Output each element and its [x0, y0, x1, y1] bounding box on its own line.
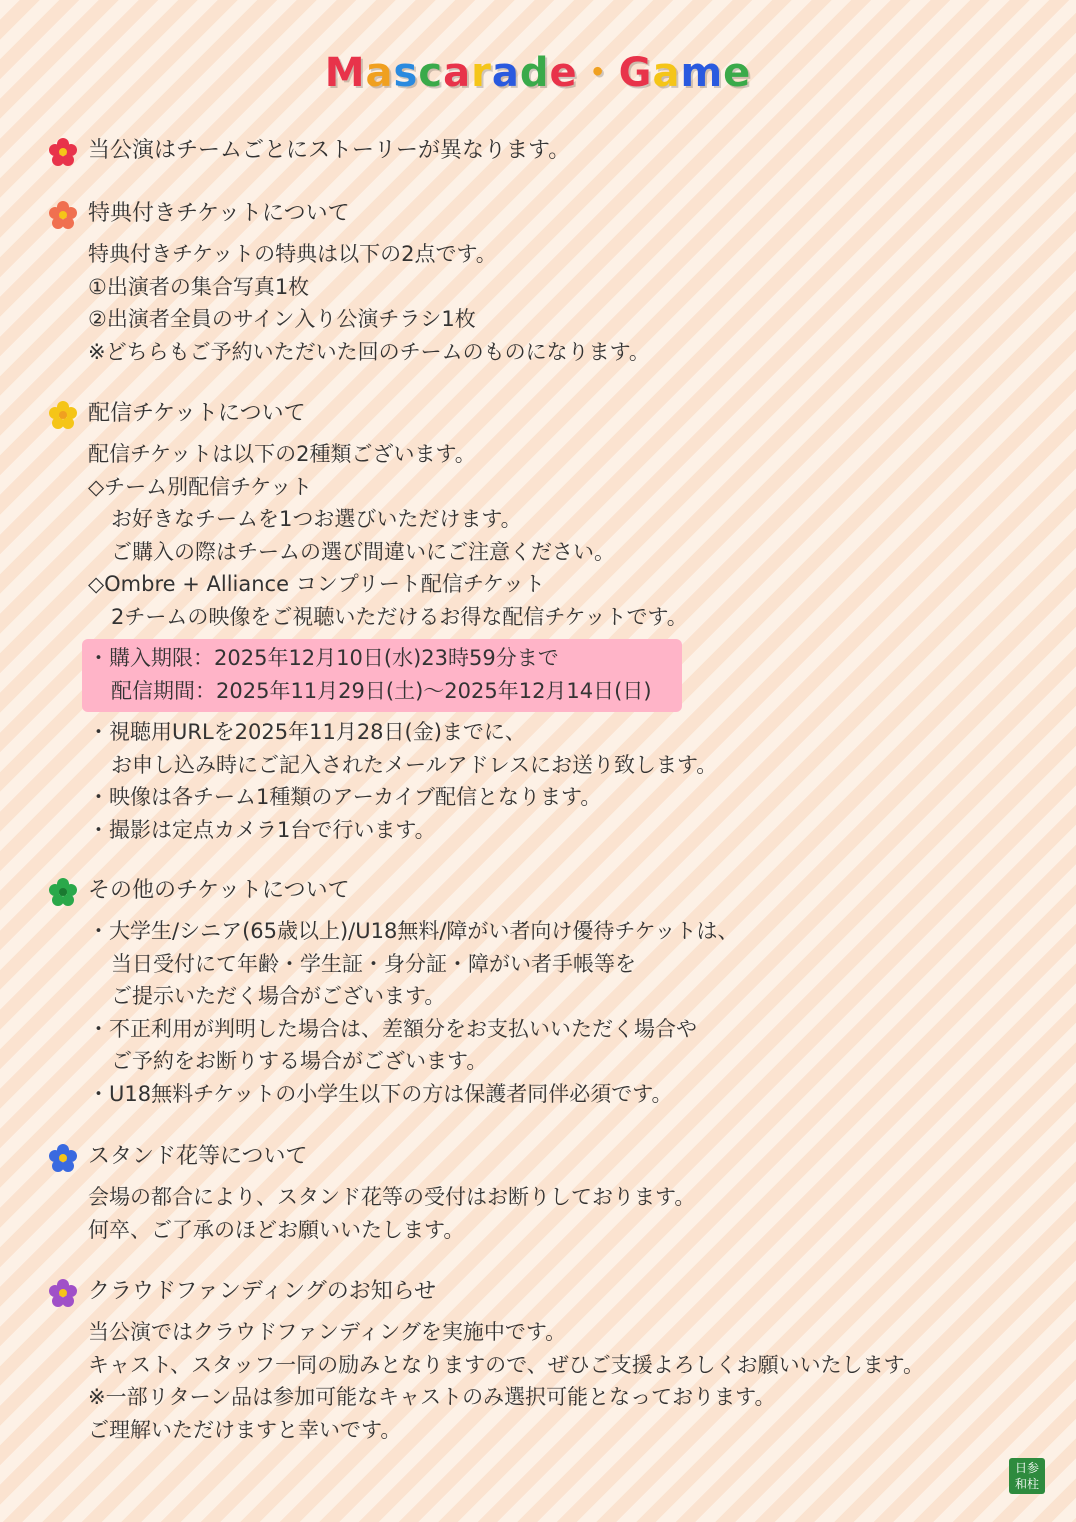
title-letter: e [549, 50, 578, 96]
note-line: ・視聴用URLを2025年11月28日(金)までに、 [88, 720, 526, 744]
section-heading [48, 1140, 1048, 1174]
body-line: 会場の都合により、スタンド花等の受付はお断りしております。 [88, 1185, 696, 1209]
flower-icon [48, 1278, 78, 1308]
section-heading [48, 397, 1048, 431]
section-heading-text: スタンド花等について [88, 1144, 308, 1169]
flower-icon [48, 200, 78, 230]
body-line: ※一部リターン品は参加可能なキャストのみ選択可能となっております。 [88, 1385, 776, 1410]
section-body [48, 238, 1048, 368]
body-line: ①出演者の集合写真1枚 [88, 274, 310, 299]
section-heading [48, 134, 1048, 168]
title-letter: e [723, 50, 752, 96]
body-line: ②出演者全員のサイン入り公演チラシ1枚 [88, 307, 476, 332]
section-bonus-ticket [48, 197, 1048, 368]
section-heading [48, 1275, 1048, 1309]
flower-icon [48, 400, 78, 430]
body-line: 配信チケットは以下の2種類ございます。 [88, 442, 476, 466]
highlight-text [88, 642, 652, 707]
title-letter: m [680, 50, 724, 96]
section-heading [48, 197, 1048, 231]
section-body [48, 438, 1048, 634]
body-line: 2チームの映像をご視聴いただけるお得な配信チケットです。 [111, 604, 688, 629]
section-streaming-ticket [48, 397, 1048, 634]
section-heading-text: 特典付きチケットについて [88, 201, 350, 226]
title-letter: a [443, 50, 472, 96]
note-line: ・映像は各チーム1種類のアーカイブ配信となります。 [88, 785, 602, 810]
body-line: 当公演ではクラウドファンディングを実施中です。 [88, 1320, 567, 1344]
section-stand-flowers [48, 1140, 1048, 1246]
section-crowdfunding [48, 1275, 1048, 1446]
section-other-tickets [48, 874, 1048, 1111]
section-heading [48, 874, 1048, 908]
body-line: 特典付きチケットの特典は以下の2点です。 [88, 242, 497, 266]
purchase-deadline: ・購入期限：2025年12月10日(水)23時59分まで [88, 646, 559, 670]
page-title [0, 48, 1076, 98]
title-letter: a [491, 50, 520, 96]
body-line: ◇Ombre + Alliance コンプリート配信チケット [88, 572, 545, 597]
flower-icon [48, 877, 78, 907]
title-letter: a [652, 50, 681, 96]
section-heading-text: 当公演はチームごとにストーリーが異なります。 [88, 138, 571, 163]
section-heading-text: クラウドファンディングのお知らせ [88, 1279, 437, 1304]
body-line: ご提示いただく場合がございます。 [111, 984, 446, 1009]
body-line: ※どちらもご予約いただいた回のチームのものになります。 [88, 339, 650, 364]
body-line: ・U18無料チケットの小学生以下の方は保護者同伴必須です。 [88, 1081, 673, 1106]
note-line: ・撮影は定点カメラ1台で行います。 [88, 817, 436, 842]
body-line: ・不正利用が判明した場合は、差額分をお支払いいただく場合や [88, 1016, 697, 1041]
note-line: お申し込み時にご記入されたメールアドレスにお送り致します。 [111, 752, 718, 777]
section-body [48, 1316, 1048, 1446]
title-letter: ・ [577, 50, 619, 96]
body-line: ご購入の際はチームの選び間違いにご注意ください。 [111, 539, 615, 564]
body-line: 当日受付にて年齢・学生証・身分証・障がい者手帳等を [111, 951, 636, 976]
body-line: ◇チーム別配信チケット [88, 474, 313, 499]
streaming-notes [88, 716, 717, 846]
title-letter: a [365, 50, 394, 96]
section-body [48, 1181, 1048, 1246]
title-letter: M [324, 50, 366, 96]
body-line: お好きなチームを1つお選びいただけます。 [111, 507, 522, 532]
title-letter: r [471, 50, 492, 96]
section-story-note [48, 134, 1048, 168]
title-letter: s [393, 50, 419, 96]
flower-icon [48, 137, 78, 167]
title-letter: c [418, 50, 444, 96]
body-line: 何卒、ご了承のほどお願いいたします。 [88, 1217, 465, 1242]
streaming-period: 配信期間：2025年11月29日(土)〜2025年12月14日(日) [111, 678, 652, 703]
stamp-logo: 日参 和柱 [1009, 1458, 1045, 1494]
body-line: ご予約をお断りする場合がございます。 [111, 1049, 488, 1074]
title-letter: G [618, 50, 653, 96]
body-line: ご理解いただけますと幸いです。 [88, 1417, 402, 1442]
section-body [48, 915, 1048, 1111]
body-line: キャスト、スタッフ一同の励みとなりますので、ぜひご支援よろしくお願いいたします。 [88, 1352, 925, 1377]
title-letter: d [519, 50, 550, 96]
flower-icon [48, 1143, 78, 1173]
section-heading-text: 配信チケットについて [88, 401, 306, 426]
body-line: ・大学生/シニア(65歳以上)/U18無料/障がい者向け優待チケットは、 [88, 919, 739, 943]
section-heading-text: その他のチケットについて [88, 878, 350, 903]
